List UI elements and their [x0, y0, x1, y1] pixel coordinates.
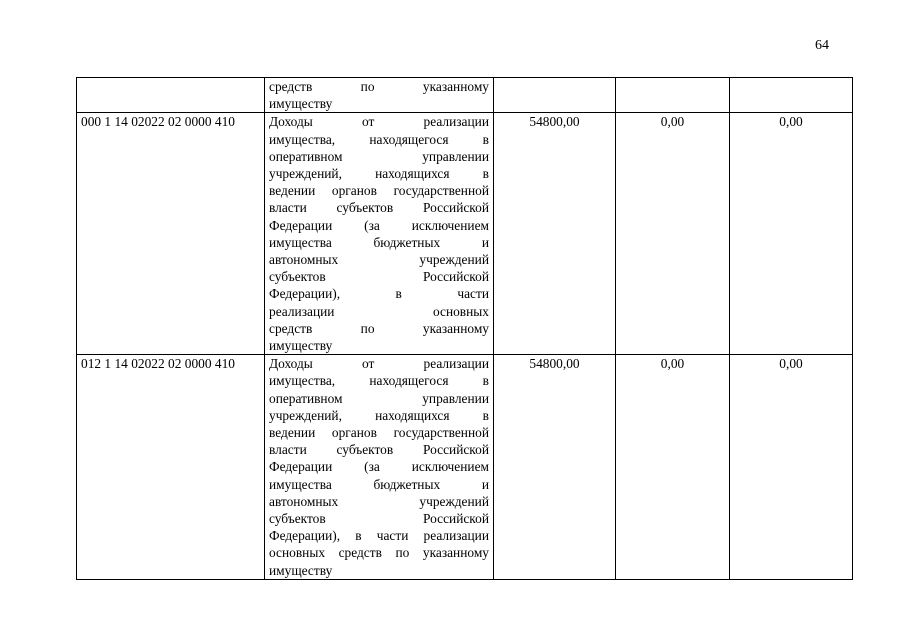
amount-cell-v1: 54800,00 — [494, 355, 616, 580]
revenue-name-line: Федерации (за исключением — [269, 459, 489, 475]
amount-cell-v2: 0,00 — [616, 113, 730, 355]
revenue-name-line: основных средств по указанному — [269, 545, 489, 561]
revenue-name-line: учреждений, находящихся в — [269, 407, 489, 423]
amount-cell-v3 — [730, 78, 853, 113]
revenue-name-line: Доходы от реализации — [269, 356, 489, 372]
revenue-name-line: ведении органов государственной — [269, 425, 489, 441]
table-row — [77, 113, 853, 355]
revenue-name-cell — [265, 355, 494, 580]
revenue-name-line: автономных учреждений — [269, 252, 489, 268]
revenue-name-line: ведении органов государственной — [269, 183, 489, 199]
revenue-name-line: имуществу — [269, 96, 333, 112]
table-row — [77, 355, 853, 580]
amount-cell-v1 — [494, 78, 616, 113]
revenue-name-line: имущества бюджетных и — [269, 476, 489, 492]
page-number: 64 — [815, 38, 829, 53]
revenue-name-line: имущества, находящегося в — [269, 373, 489, 389]
revenue-name-cell — [265, 78, 494, 113]
revenue-name-line: имуществу — [269, 338, 333, 354]
revenue-name-line: субъектов Российской — [269, 269, 489, 285]
revenue-name-line: оперативном управлении — [269, 148, 489, 164]
revenue-name-line: средств по указанному — [269, 320, 489, 336]
amount-cell-v1: 54800,00 — [494, 113, 616, 355]
table-row — [77, 78, 853, 113]
revenue-name-line: Федерации), в части — [269, 286, 489, 302]
revenue-name-line: Федерации (за исключением — [269, 217, 489, 233]
revenue-name-line: имуществу — [269, 562, 333, 578]
budget-code-cell: 000 1 14 02022 02 0000 410 — [77, 113, 265, 355]
amount-cell-v2 — [616, 78, 730, 113]
revenue-name-cell — [265, 113, 494, 355]
revenue-name-line: субъектов Российской — [269, 511, 489, 527]
revenue-name-line: власти субъектов Российской — [269, 442, 489, 458]
revenue-name-line: реализации основных — [269, 303, 489, 319]
revenue-name-line: власти субъектов Российской — [269, 200, 489, 216]
amount-cell-v2: 0,00 — [616, 355, 730, 580]
revenue-name-line: средств по указанному — [269, 79, 489, 94]
revenue-name-line: Доходы от реализации — [269, 114, 489, 130]
revenue-table — [76, 77, 853, 580]
budget-code-cell: 012 1 14 02022 02 0000 410 — [77, 355, 265, 580]
revenue-name-line: автономных учреждений — [269, 493, 489, 509]
revenue-name-line: имущества бюджетных и — [269, 234, 489, 250]
amount-cell-v3: 0,00 — [730, 355, 853, 580]
budget-code-cell — [77, 78, 265, 113]
amount-cell-v3: 0,00 — [730, 113, 853, 355]
revenue-name-line: имущества, находящегося в — [269, 131, 489, 147]
revenue-name-line: учреждений, находящихся в — [269, 166, 489, 182]
revenue-name-line: Федерации), в части реализации — [269, 528, 489, 544]
revenue-name-line: оперативном управлении — [269, 390, 489, 406]
